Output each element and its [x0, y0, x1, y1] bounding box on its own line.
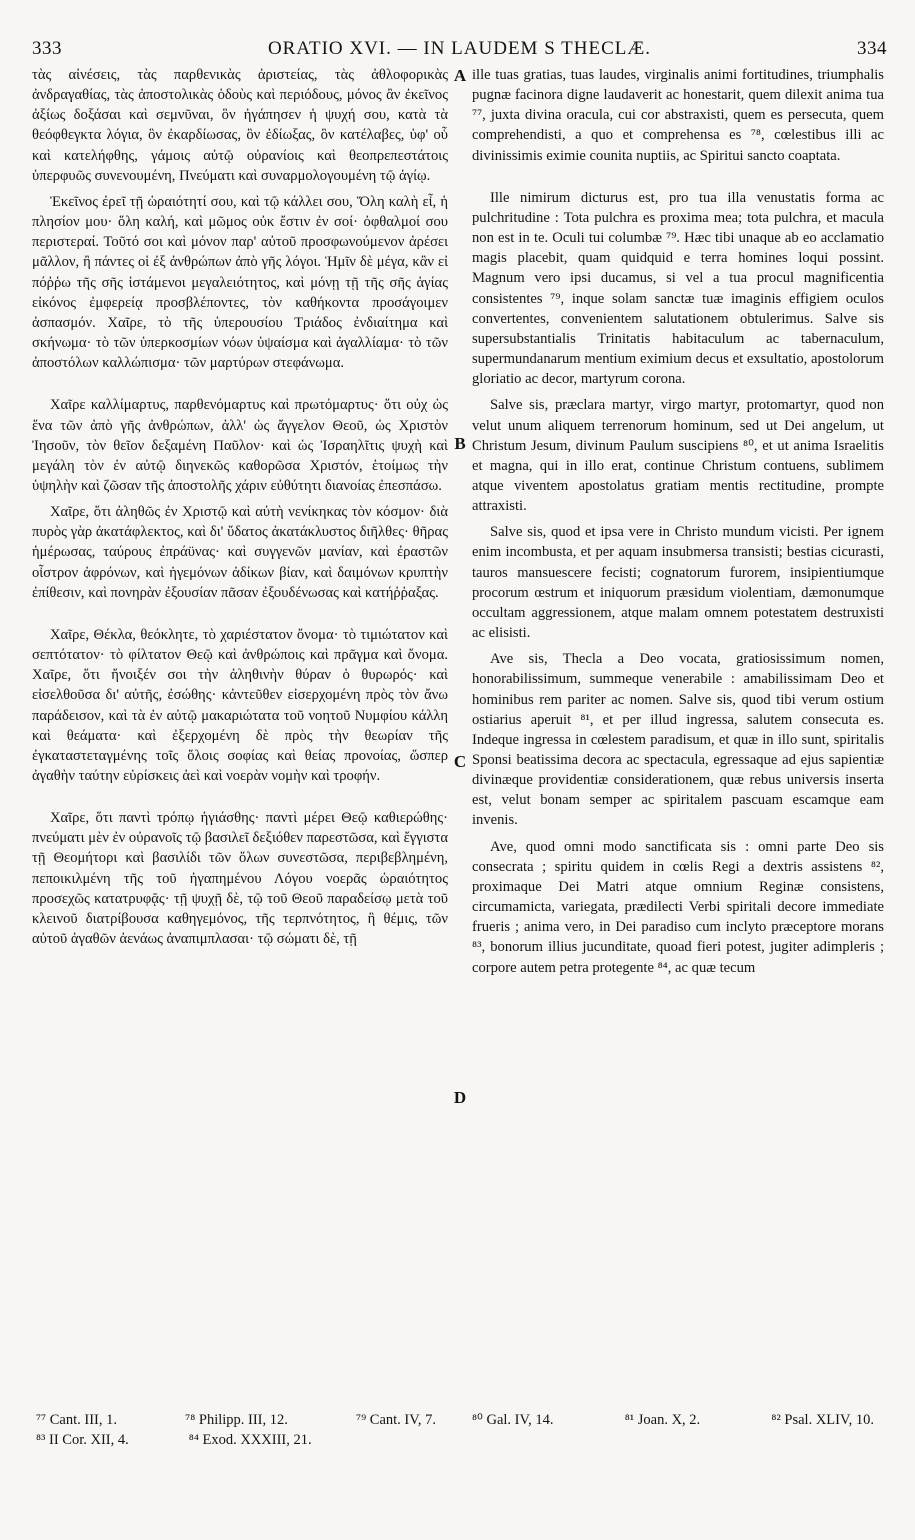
footnote: ⁸² Psal. XLIV, 10.: [771, 1412, 874, 1428]
page-number-right: 334: [857, 38, 887, 59]
footnote: ⁸¹ Joan. X, 2.: [624, 1412, 701, 1428]
footnote-row: [36, 1410, 446, 1430]
latin-paragraph: Ave, quod omni modo sanctificata sis : omni parte Deo sis consecrata ; spiritu quidem in cœlis Regi a dextris assistens ⁸², proximaque Dei Matri atque omnium Reginæ consistens, circumamicta, variegata, prædilecti Verbi spiritali decore immediate frueris ; anima vero, in Dei paradiso cum inclyto præceptore morans ⁸³, bonorum illius jucunditate, quoad fieri potest, jugiter adimpleris ; corpore autem petra protegente ⁸⁴, ac quæ tecum: [472, 838, 884, 976]
greek-paragraph: Χαῖρε, Θέκλα, θεόκλητε, τὸ χαριέστατον ὄνομα· τὸ τιμιώτατον καὶ σεπτότατον· τὸ φίλτατον Θεῷ καὶ ἀνθρώποις καὶ πρᾶγμα καὶ ὄνομα. Χαῖρε, ὅτι ἤνοιξέν σοι τὴν ἀληθινὴν θύραν ὁ θυρωρός· καὶ εἰσελθοῦσα δι' αὐτῆς, ἐσώθης· κἀντεῦθεν εἰσερχομένη πρὸς τὸν ἄνω παράδεισον, καὶ τὰ ἐν αὐτῷ μακαριώτατα τοῦ νοητοῦ Νυμφίου κάλλη καὶ θεάματα· καὶ ἐξερχομένη δὲ πρὸς τὴν θεωρίαν τῆς ἐγκαταστεταγμένης τοῖς ὅλοις σοφίας καὶ θείας προνοίας, ὥσπερ ἀγαθὴν ταύτην εὑρίσκεις ἀεὶ καὶ νοερὰν νομὴν καὶ τροφήν.: [32, 626, 448, 784]
footnote: ⁸³ II Cor. XII, 4.: [36, 1432, 129, 1448]
greek-paragraph: Χαῖρε καλλίμαρτυς, παρθενόμαρτυς καὶ πρωτόμαρτυς· ὅτι οὐχ ὡς ἕνα τῶν ἀπὸ γῆς ἀνθρώπων, ἀλλ' ὡς ἄγγελον Θεοῦ, ὡς Χριστὸν Ἰησοῦν, τὸν θεῖον δεξαμένη Παῦλον· καὶ ὡς Ἰσραηλῖτις ψυχὴ καὶ μεγάλη τὸν ἐν αὐτῷ διηνεκῶς καθορῶσα Χριστόν, ἑτοίμως τὴν ὑψηλὴν καὶ ζῶσαν τῆς ἀποστολῆς χάριν εὐθύτητι διανοίας ἐπεσπάσω.: [32, 397, 448, 494]
footnote-row: [472, 1410, 884, 1430]
latin-paragraph: Salve sis, quod et ipsa vere in Christo mundum vicisti. Per ignem enim incombusta, et per aquam insubmersa transisti; bestias cicurasti, tauros mansuescere fecisti; cognatorum furorem, insipientiumque procorum œstrum et iniquorum præsidum violentiam, dæmonumque occultam aggressionem, atque malam omnem potestatem destruxisti ac elisisti.: [472, 524, 884, 642]
page-number-left: 333: [32, 38, 62, 59]
greek-paragraph: Ἐκεῖνος ἐρεῖ τῇ ὡραιότητί σου, καὶ τῷ κάλλει σου, Ὅλη καλὴ εἶ, ἡ πλησίον μου· ὅλη καλή, καὶ μῶμος οὐκ ἔστιν ἐν σοί· ὀφθαλμοί σου περιστεραί. Τοῦτό σοι καὶ μόνον παρ' αὐτοῦ προσφωνούμενον ἀρέσει μᾶλλον, ἢ πάντες οἱ ἐξ ἀνθρώπων ἀπὸ γῆς λόγοι. Ἡμῖν δὲ μέγα, κἂν εἰ πόῤῥω τῆς σῆς ἱστάμενοι μεγαλειότητος, καὶ μόνῃ τῇ τῆς σῆς ἁγίας εἰκόνος ἐμφερείᾳ προσβλέποντες, τὸν καθήκοντα προσάγοιμεν ἀσπασμόν. Χαῖρε, τὸ τῆς ὑπερουσίου Τριάδος ἐνδιαίτημα καὶ σκήνωμα· τὸ τῶν ὑπερκοσμίων νόων ὑψαίσμα καὶ ἀγαλλίαμα· τὸ τῶν ἀποστόλων καλλώπισμα· τῶν μαρτύρων στεφάνωμα.: [32, 193, 448, 372]
latin-paragraph: Salve sis, præclara martyr, virgo martyr, protomartyr, quod non velut unum aliquem terrenorum hominum, sed ut Dei angelum, ut Christum Jesum, divinum Paulum suscipiens ⁸⁰, et ut anima Israelitis et magna, qui in illo erat, continue Christum contuens, sublimem atque viventem apostolatus gratiam mentis rectitudine, prompte attraxisti.: [472, 397, 884, 515]
footnotes-right: [472, 1410, 884, 1430]
footnote: ⁷⁸ Philipp. III, 12.: [185, 1412, 288, 1428]
footnotes-left: [36, 1410, 446, 1450]
greek-paragraph: Χαῖρε, ὅτι ἀληθῶς ἐν Χριστῷ καὶ αὐτὴ νενίκηκας τὸν κόσμον· διὰ πυρὸς γὰρ ἀκατάφλεκτος, καὶ δι' ὕδατος ἀκατάκλυστος διῆλθες· θῆρας ἡμέρωσας, ταύρους ἐπράϋνας· καὶ συγγενῶν μανίαν, καὶ ἐραστῶν οἶστρον ἀφρόνων, καὶ ἡγεμόνων ἀδίκων βίαν, καὶ δαιμόνων κρυπτὴν ἐπίθεσιν, καὶ πονηρὰν ἐξουσίαν πᾶσαν ἐξουδένωσας καὶ κατήῤῥαξας.: [32, 504, 448, 601]
footnote-row: [36, 1430, 446, 1450]
section-marker-d: D: [453, 1088, 467, 1107]
footnote: ⁷⁹ Cant. IV, 7.: [356, 1412, 436, 1428]
section-marker-c: C: [453, 752, 467, 771]
footnote: ⁷⁷ Cant. III, 1.: [36, 1412, 117, 1428]
latin-paragraph: Ille nimirum dicturus est, pro tua illa venustatis forma ac pulchritudine : Tota pulchra es proxima mea; tota pulchra, et macula non est in te. Oculi tui columbæ ⁷⁹. Hæc tibi unaque ab eo acclamatio magis placebit, quam quidquid e terra homines loqui possint. Magnum vero ipsi ducamus, si vel a tua procul magnificentia consistentes ⁷⁹, inque solam sanctæ tuæ imaginis effigiem oculos convertentes, convenientem salutationem obtulerimus. Salve sis supersubstantialis Trinitatis habitaculum ac tabernaculum, supermundanarum mentium eximium decus et exsultatio, apostolorum gloriatio ac decor, martyrum corona.: [472, 189, 884, 388]
greek-paragraph: Χαῖρε, ὅτι παντὶ τρόπῳ ἡγιάσθης· παντὶ μέρει Θεῷ καθιερώθης· πνεύματι μὲν ἐν οὐρανοῖς τῷ βασιλεῖ δεξιόθεν παρεστῶσα, καὶ ἔγγιστα τῇ Θεομήτορι καὶ βασιλίδι τῶν ὅλων συνεστῶσα, περιβεβλημένη, πεποικιλμένη τῆς τοῦ ἠγαπημένου Λόγου νοερᾶς ὡραιότητος προσεχῶς κατατρυφᾷς· τῇ ψυχῇ δὲ, τῷ τοῦ Θεοῦ παραδείσῳ μετὰ τοῦ κλεινοῦ διατρίβουσα καθηγεμόνος, τῆς τερπνότητος, ἣ θέμις, τῶν αὐτοῦ ἀγαθῶν ἀενάως ἀναπιμπλασαι· τῷ σώματι δὲ, τῇ: [32, 810, 448, 948]
greek-column: [32, 65, 448, 1407]
footnote: ⁸⁴ Exod. XXXIII, 21.: [188, 1432, 312, 1448]
greek-paragraph: τὰς αἰνέσεις, τὰς παρθενικὰς ἀριστείας, τὰς ἀθλοφορικὰς ἀνδραγαθίας, τὰς ἀποστολικὰς ὁδοὺς καὶ περιόδους, μόνος ἂν ἐκεῖνος ἀξίως δοξάσαι καὶ σεμνῦναι, ὃν ἠγάπησεν ἡ ψυχή σου, κατὰ τὰ θεόφθεγκτα λόγια, ὃν ἐκαρδίωσας, ὃν ἐδίωξας, ὃν κατέλαβες, ὑφ' οὗ καὶ κατελήφθης, γάμοις αὐτῷ οὐρανίοις καὶ θεοπρεπεστάτοις ὑπερφυῶς συνενουμένη, Πνεύματι καὶ συναρμολογουμένη τῷ ἁγίῳ.: [32, 67, 448, 184]
running-title: ORATIO XVI. — IN LAUDEM S THECLÆ.: [267, 38, 652, 59]
section-marker-b: B: [454, 434, 466, 453]
latin-paragraph: ille tuas gratias, tuas laudes, virginalis animi fortitudines, triumphalis pugnæ facinora digne laudaverit ac honestarit, quem dilexit anima tua ⁷⁷, juxta divina oracula, cui cor abstraxisti, quem es persecuta, quem comprehendisti, a quo et comprehensa es ⁷⁸, cœlestibus illi ac divinissimis eximie counita nuptiis, ac Spiritui sancto coaptata.: [472, 67, 884, 164]
latin-column: [472, 65, 884, 1407]
running-header: [32, 38, 887, 60]
footnote: ⁸⁰ Gal. IV, 14.: [472, 1412, 554, 1428]
section-marker-a: A: [453, 66, 467, 85]
latin-paragraph: Ave sis, Thecla a Deo vocata, gratiosissimum nomen, honorabilissimum, summeque venerabile : amabilissimam Deo et hominibus rem pariter ac nomen. Salve sis, quod tibi verum ostium ostiarius aperuit ⁸¹, et per illud ingressa, salutem consecuta es. Indeque ingressa in cœlestem paradisum, et quæ in illo sunt, spiritalis Sponsi beatissima decora ac spectacula, egressaque ad ejus sapientiæ divinæque providentiæ considerationem, quæ rebus universis inserta est, velut bonam semper ac spiritalem pascuam escamque eam invenis.: [472, 651, 884, 829]
